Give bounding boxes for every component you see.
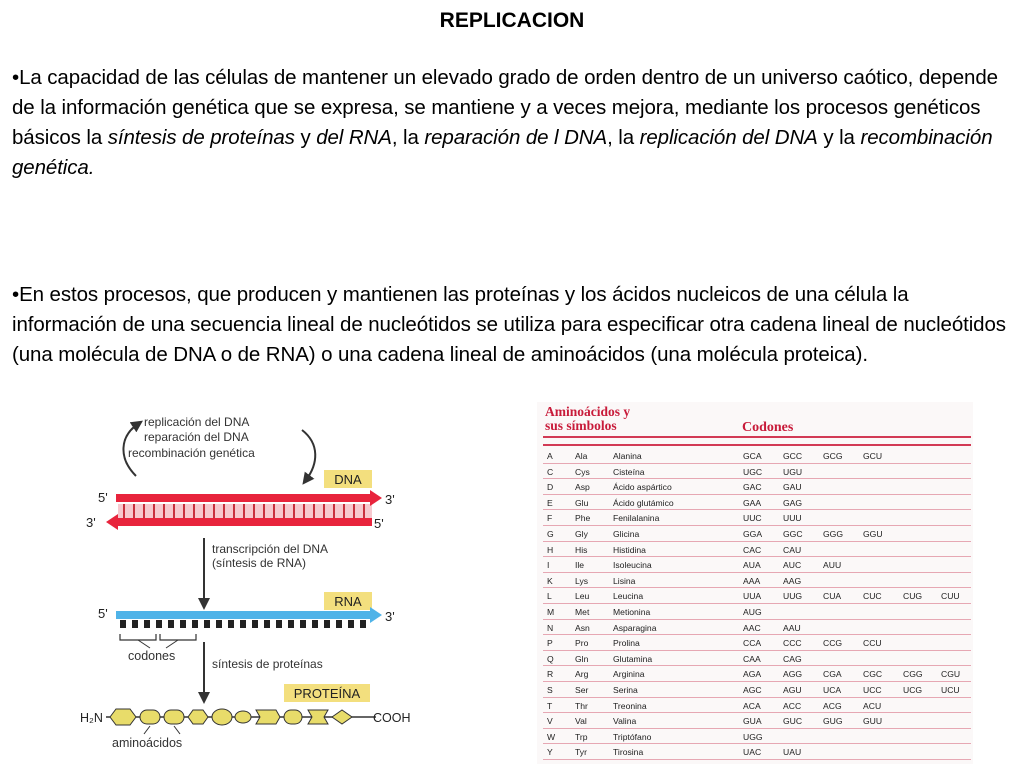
codon: UAU [783, 747, 802, 758]
amino-name: Glicina [613, 529, 640, 539]
amino-name: Ácido aspártico [613, 482, 672, 493]
amino-code: Arg [575, 669, 589, 680]
codon: GGA [743, 529, 763, 539]
dna-3prime-label: 3' [86, 515, 96, 530]
amino-letter: I [547, 560, 550, 571]
codon: AUG [743, 607, 762, 617]
codon: CGU [941, 669, 961, 680]
codon: GUC [783, 716, 803, 727]
codon: CGC [863, 669, 883, 680]
table-row [543, 557, 971, 573]
amino-name: Cisteína [613, 466, 645, 477]
codon: CUU [941, 591, 960, 602]
text-run: , la [391, 126, 425, 149]
italic-term: reparación de l DNA [424, 126, 608, 149]
header-line: sus símbolos [545, 418, 617, 433]
page-title: REPLICACION [439, 9, 585, 32]
amino-name: Treonina [613, 700, 647, 711]
dna-top-strand [116, 490, 382, 506]
codon: GCA [743, 451, 762, 461]
table-header-amino [545, 405, 630, 433]
codon: UCC [863, 685, 882, 695]
codon: UGC [743, 466, 763, 477]
codon: GCG [823, 451, 843, 461]
table-row [543, 713, 971, 729]
amino-name: Alanina [613, 451, 642, 461]
codon: CCG [823, 638, 843, 649]
table-row [543, 448, 971, 464]
codon: ACA [743, 700, 761, 711]
table-row [543, 651, 971, 667]
amino-code: Gly [575, 529, 588, 539]
amino-letter: T [547, 700, 553, 711]
n-terminus-label: H₂N [80, 711, 103, 725]
cycle-label: replicación del DNA [144, 415, 250, 429]
header-line: Aminoácidos y [545, 404, 631, 419]
table-row [543, 666, 971, 682]
table-row [543, 479, 971, 495]
amino-name: Lisina [613, 575, 636, 586]
codon: AGG [783, 669, 803, 680]
amino-code: Asp [575, 482, 590, 493]
text-run: y la [817, 126, 861, 149]
codon: CCC [783, 638, 802, 649]
codon: GAC [743, 482, 762, 493]
amino-letter: N [547, 622, 554, 633]
dna-5prime-label: 5' [374, 516, 384, 531]
amino-letter: E [547, 497, 553, 508]
codon: CAG [783, 653, 802, 664]
text-run: •La capacidad de las células de mantener un elevado grado de orden dentro de un universo caótico, depende de la información genética que se expresa, se mantiene y a veces mejora, mediante los procesos genéticos básicos la [12, 66, 998, 149]
codon: CAA [743, 653, 761, 664]
amino-code: Pro [575, 638, 589, 649]
codon: AGC [743, 685, 762, 695]
codon: CCA [743, 638, 762, 649]
table-row [543, 620, 971, 636]
codon: AUA [743, 560, 761, 571]
codon: GCU [863, 451, 883, 461]
codon: GUU [863, 716, 883, 727]
amino-letter: A [547, 451, 553, 461]
codon: AUC [783, 560, 802, 571]
table-row [543, 510, 971, 526]
dna-5prime-label: 5' [98, 490, 108, 505]
table-row [543, 604, 971, 620]
codon: CGA [823, 669, 842, 680]
table-row [543, 573, 971, 589]
amino-name: Serina [613, 685, 638, 695]
codon: UUU [783, 513, 802, 524]
amino-letter: Q [547, 653, 554, 664]
amino-letter: D [547, 482, 554, 493]
amino-code: Phe [575, 513, 591, 524]
codon: GAU [783, 482, 802, 493]
table-row [543, 495, 971, 511]
codon: AAU [783, 622, 801, 633]
amino-code: Ser [575, 685, 589, 695]
amino-code: His [575, 544, 588, 555]
header-rule [543, 436, 971, 438]
table-row [543, 464, 971, 480]
amino-code: Ile [575, 560, 585, 571]
dna-3prime-label: 3' [385, 492, 395, 507]
dna-label: DNA [334, 472, 362, 487]
cycle-label: recombinación genética [128, 446, 255, 460]
rna-label: RNA [334, 594, 362, 609]
codon: CAC [743, 544, 762, 555]
amino-letter: S [547, 685, 553, 695]
amino-letter: Y [547, 747, 553, 758]
codons-label: codones [128, 649, 176, 663]
amino-letter: F [547, 513, 553, 524]
amino-name: Metionina [613, 607, 651, 617]
cycle-label: reparación del DNA [144, 430, 249, 444]
text-run: , la [607, 126, 640, 149]
amino-code: Tyr [575, 747, 587, 758]
codon: AUU [823, 560, 842, 571]
amino-acid-chain [110, 709, 352, 725]
codon: GUA [743, 716, 762, 727]
codon: UCG [903, 685, 923, 695]
amino-letter: M [547, 607, 555, 617]
intro-paragraph [12, 63, 1008, 183]
codon: GGC [783, 529, 803, 539]
codon: GAA [743, 497, 762, 508]
table-row [543, 542, 971, 558]
row-separator [543, 759, 971, 760]
amino-name: Leucina [613, 591, 644, 602]
amino-name: Glutamina [613, 653, 653, 664]
codon: AAC [743, 622, 761, 633]
codon: GGG [823, 529, 844, 539]
amino-letter: C [547, 466, 554, 477]
table-row [543, 682, 971, 698]
amino-letter: W [547, 731, 556, 742]
codon: AGA [743, 669, 762, 680]
codon: AAA [743, 575, 761, 586]
codon: UGU [783, 466, 803, 477]
table-row [543, 588, 971, 604]
c-terminus-label: COOH [373, 711, 411, 725]
amino-letter: H [547, 544, 554, 555]
amino-name: Arginina [613, 669, 645, 680]
table-row [543, 729, 971, 745]
table-row [543, 635, 971, 651]
amino-name: Triptófano [613, 731, 652, 742]
table-row [543, 744, 971, 760]
amino-acids-label: aminoácidos [112, 736, 183, 750]
codon: GCC [783, 451, 803, 461]
italic-term: recombinación genética. [12, 126, 993, 179]
codon: GAG [783, 497, 803, 508]
table-row [543, 698, 971, 714]
amino-letter: L [547, 591, 552, 602]
amino-name: Asparagina [613, 622, 657, 633]
amino-name: Prolina [613, 638, 640, 649]
rna-5prime-label: 5' [98, 606, 108, 621]
amino-name: Tirosina [613, 747, 644, 758]
central-dogma-diagram [80, 408, 415, 760]
amino-letter: G [547, 529, 554, 539]
amino-name: Ácido glutámico [613, 497, 674, 508]
amino-name: Fenilalanina [613, 513, 660, 524]
cycle-arrow-icon [302, 430, 315, 480]
processes-paragraph: •En estos procesos, que producen y mantienen las proteínas y los ácidos nucleicos de una célula la información de una secuencia lineal de nucleótidos se utiliza para especificar otra cadena lineal de nucleótidos (una molécula de DNA o de RNA) o una cadena lineal de aminoácidos (una molécula proteica). [12, 283, 1006, 366]
amino-code: Cys [575, 466, 590, 477]
protein-label: PROTEÍNA [293, 686, 361, 701]
amino-code: Asn [575, 622, 590, 633]
amino-code: Gln [575, 653, 589, 664]
codon: AAG [783, 575, 802, 586]
codon: CUC [863, 591, 882, 602]
amino-name: Valina [613, 716, 637, 727]
codon: ACU [863, 700, 882, 711]
amino-letter: R [547, 669, 554, 680]
codon: GUG [823, 716, 843, 727]
amino-letter: P [547, 638, 553, 649]
amino-code: Trp [575, 731, 588, 742]
amino-name: Isoleucina [613, 560, 652, 571]
codon: GGU [863, 529, 883, 539]
codon: AGU [783, 685, 802, 695]
codon: UCU [941, 685, 960, 695]
codon: CUA [823, 591, 842, 602]
codon: UGG [743, 731, 763, 742]
amino-letter: V [547, 716, 553, 727]
amino-code: Thr [575, 700, 588, 711]
codon: UUG [783, 591, 803, 602]
header-rule [543, 444, 971, 446]
text-run: y [294, 126, 317, 149]
italic-term: del RNA [316, 126, 392, 149]
amino-code: Val [575, 716, 587, 727]
codon: CGG [903, 669, 923, 680]
italic-term: replicación del DNA [639, 126, 818, 149]
amino-code: Lys [575, 575, 589, 586]
codon: ACC [783, 700, 802, 711]
codon-bracket-icon [120, 634, 196, 640]
transcription-label: transcripción del DNA [212, 542, 329, 556]
amino-code: Ala [575, 451, 588, 461]
codon: UAC [743, 747, 762, 758]
codon: CAU [783, 544, 802, 555]
codon: UUA [743, 591, 762, 602]
codon: ACG [823, 700, 842, 711]
codon: UCA [823, 685, 842, 695]
translation-label: síntesis de proteínas [212, 657, 323, 671]
codon: CCU [863, 638, 882, 649]
amino-code: Leu [575, 591, 590, 602]
codon-table [537, 402, 973, 764]
codon: CUG [903, 591, 923, 602]
amino-letter: K [547, 575, 553, 586]
italic-term: síntesis de proteínas [107, 126, 295, 149]
rna-3prime-label: 3' [385, 609, 395, 624]
table-row [543, 526, 971, 542]
table-header-codons: Codones [742, 420, 794, 435]
amino-code: Glu [575, 497, 589, 508]
amino-name: Histidina [613, 544, 646, 555]
codon: UUC [743, 513, 762, 524]
amino-code: Met [575, 607, 590, 617]
transcription-label: (síntesis de RNA) [212, 556, 307, 570]
